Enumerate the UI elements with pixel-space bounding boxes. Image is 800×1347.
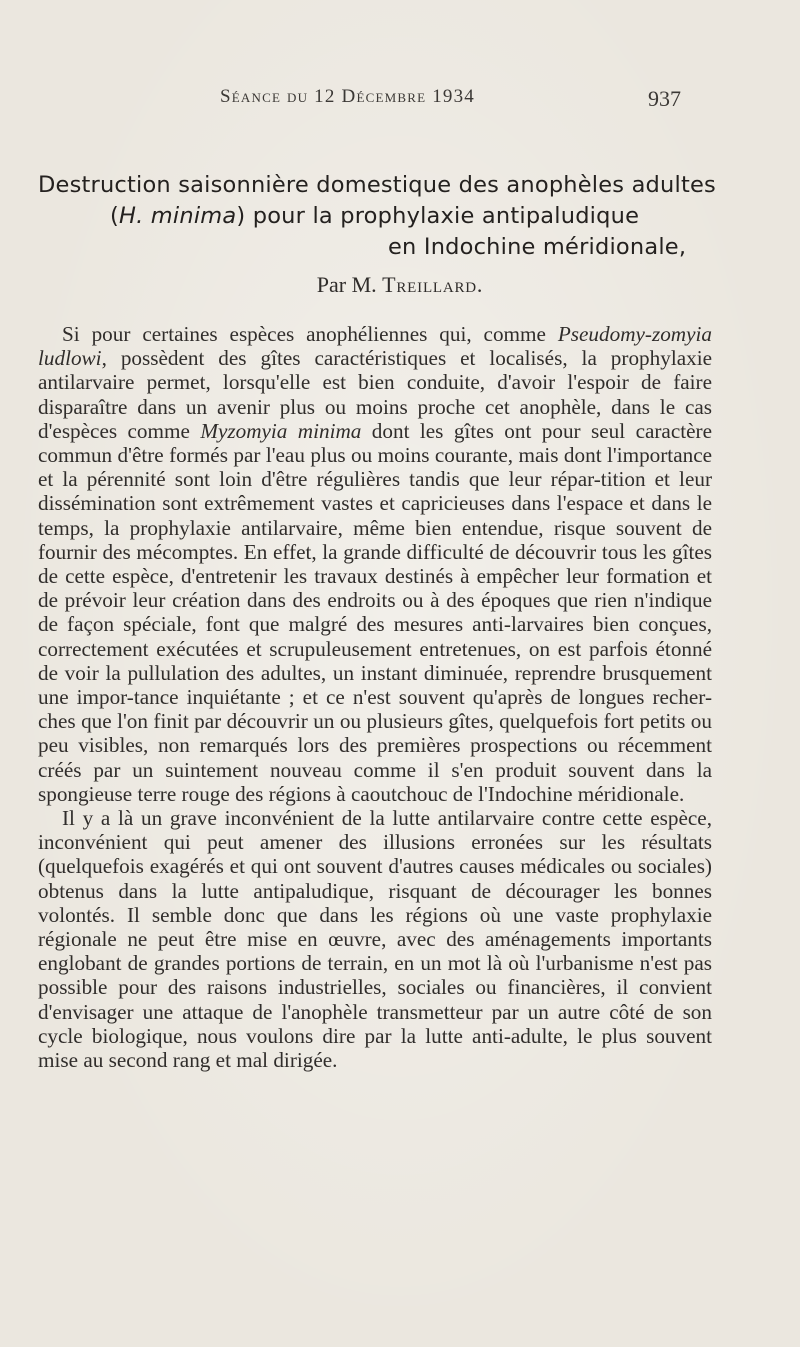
author-prefix: Par M. (316, 272, 383, 297)
title-species: H. minima (118, 203, 237, 229)
title-line-3: en Indochine méridionale, (388, 234, 687, 260)
paragraph-1-part-b: , possèdent des gîtes caractéristiques et localisés, la prophylaxie antilarvaire permet, lorsqu'elle est bien conduite, d'avoir l'espoir de faire disparaître dans un avenir plus ou moins proche cet anophèle, dans le cas d'espèces comme (38, 346, 712, 443)
title-line-2-rest: ) pour la prophylaxie antipaludique (236, 203, 640, 229)
running-head (0, 86, 800, 116)
article-title (38, 170, 758, 263)
running-head-title: Séance du 12 Décembre 1934 (220, 86, 475, 107)
paragraph-1-part-a: Si pour certaines espèces anophéliennes qui, comme (62, 322, 558, 346)
paragraph-2: Il y a là un grave inconvénient de la lutte antilarvaire contre cette espèce, inconvénient qui peut amener des illusions erronées sur les résultats (quelquefois exagérés et qui ont souvent d'autres causes médicales ou sociales) obtenus dans la lutte antipaludique, risquant de décourager les bonnes volontés. Il semble donc que dans les régions où une vaste prophylaxie régionale ne peut être mise en œuvre, avec des aménagements importants englobant de grandes portions de terrain, en un mot là où l'urbanisme n'est pas possible pour des raisons industrielles, sociales ou financières, il convient d'envisager une attaque de l'anophèle transmetteur par un autre côté de son cycle biologique, nous voulons dire par la lutte anti-adulte, le plus souvent mise au second rang et mal dirigée. (38, 806, 712, 1073)
author-byline (0, 272, 800, 298)
species-name-pseudomyzomyia: Pseudomy-zomyia ludlowi (38, 322, 712, 371)
title-line-1: Destruction saisonnière domestique des anophèles adultes (38, 172, 716, 198)
paragraph-1 (38, 322, 712, 806)
page-number: 937 (648, 86, 681, 111)
author-name: Treillard. (382, 272, 484, 297)
paragraph-1-part-c: dont les gîtes ont pour seul caractère commun d'être formés par l'eau plus ou moins courante, mais dont l'importance et la pérennité sont loin d'être régulières tandis que leur répar-tition et leur dissémination sont extrêmement vastes et capricieuses dans l'espace et dans le temps, la prophylaxie antilarvaire, même bien entendue, risque souvent de fournir des mécomptes. En effet, la grande difficulté de découvrir tous les gîtes de cette espèce, d'entretenir les travaux destinés à empêcher leur formation et de prévoir leur création dans des endroits ou à des époques que rien n'indique de façon spéciale, font que malgré des mesures anti-larvaires bien conçues, correctement exécutées et scrupuleusement entretenues, on est parfois étonné de voir la pullulation des adultes, un instant diminuée, reprendre brusquement une impor-tance inquiétante ; et ce n'est souvent qu'après de longues recher-ches que l'on finit par découvrir un ou plusieurs gîtes, quelquefois fort petits ou peu visibles, non remarqués lors des premières prospections ou récemment créés par un suintement nouveau comme il s'en produit souvent dans la spongieuse terre rouge des régions à caoutchouc de l'Indochine méridionale. (38, 418, 712, 806)
species-name-myzomyia: Myzomyia minima (200, 418, 362, 443)
title-line-2 (110, 201, 758, 232)
title-paren-open: ( (110, 203, 119, 229)
article-body (38, 322, 712, 1072)
